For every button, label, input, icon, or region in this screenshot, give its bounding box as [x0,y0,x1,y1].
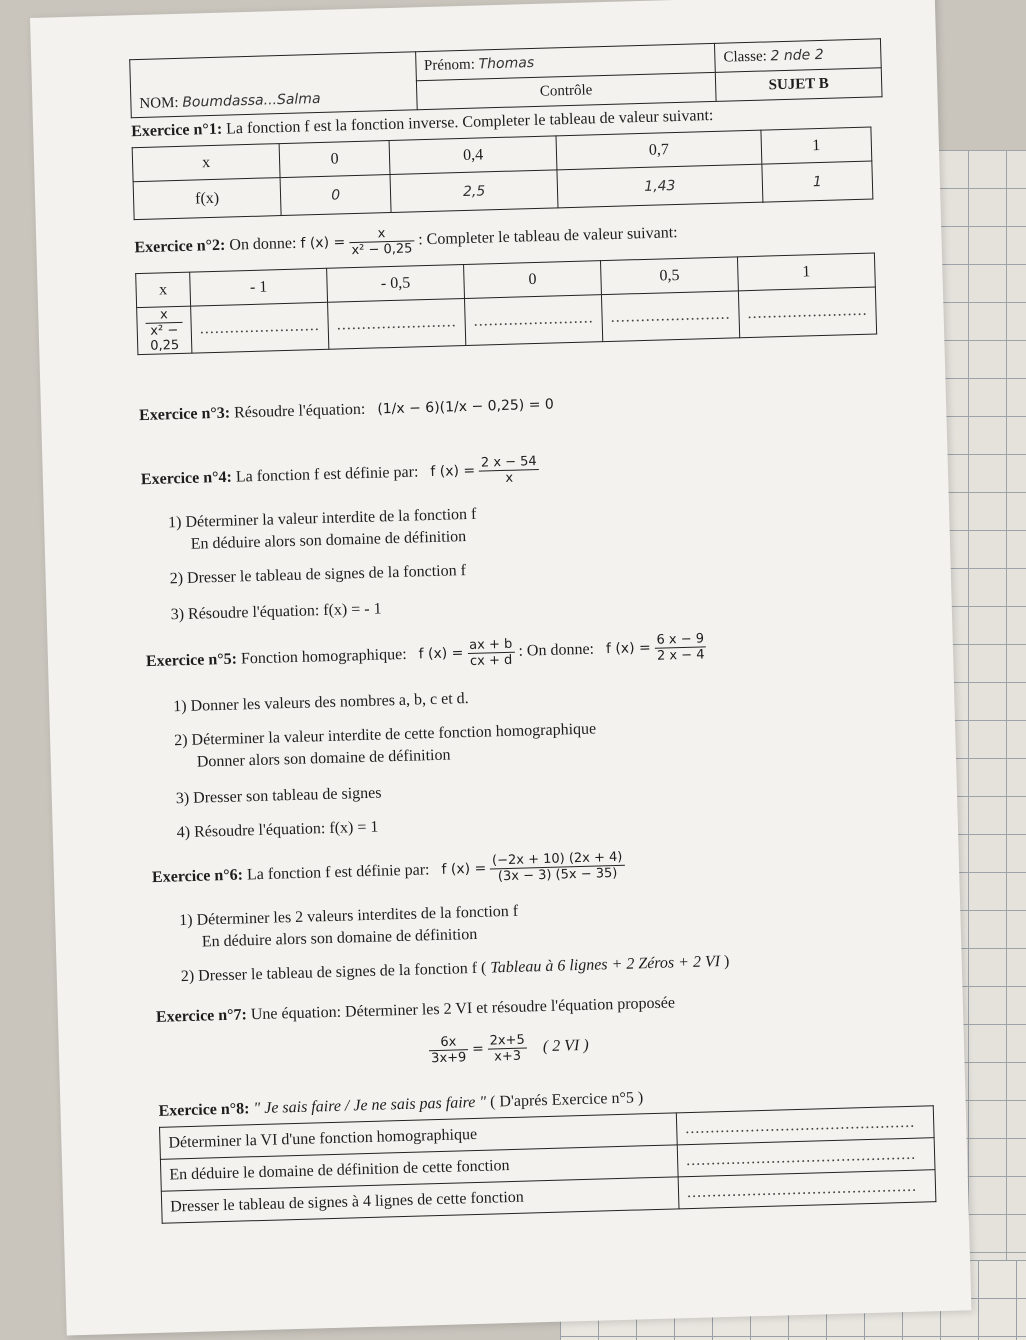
ex2-x-4: 1 [737,253,875,291]
ex8-row-2: Dresser le tableau de signes à 4 lignes de cette fonction [161,1177,679,1223]
ex6-q2b: Tableau à 6 lignes + 2 Zéros + 2 VI [490,953,721,977]
ex1-f-1: 2,5 [390,170,558,213]
ex8-table [159,1105,936,1224]
ex4-fraction [479,454,540,487]
ex1-x-0: 0 [279,141,390,178]
ex2-x-0: - 1 [190,268,328,306]
ex8-ref: ( D'aprés Exercice n°5 ) [489,1089,644,1111]
nom-value: Boumdassa...Salma [182,90,321,111]
ex7-fraction2 [487,1033,527,1065]
ex1-x-1: 0,4 [389,136,557,175]
ex7-fraction1 [429,1034,469,1066]
ex4-title: Exercice n°4: [140,468,233,489]
ex5-q2b: Donner alors son domaine de définition [196,746,451,771]
ex2-func: f (x) = [300,234,346,252]
ex1-f-3: 1 [762,161,873,202]
prenom-label: Prénom: [423,56,476,74]
ex3-heading [139,396,554,426]
ex2-row-num: x [145,307,182,324]
ex2-text-a: On donne: [229,234,297,254]
ex8-row-0: Déterminer la VI d'une fonction homographique [160,1113,678,1159]
ex6-q1b: En déduire alors son domaine de définition [201,925,478,951]
ex7-heading [156,994,676,1026]
ex5-title: Exercice n°5: [145,650,238,671]
ex2-f-1: ........................ [328,298,466,349]
ex6-text: La fonction f est définie par: [246,861,430,884]
ex6-q2c: ) [723,952,730,970]
ex2-title: Exercice n°2: [134,236,226,257]
ex6-title: Exercice n°6: [151,866,244,887]
nom-cell [130,52,417,118]
ex5-func2: f (x) = [605,640,651,658]
ex7-num1: 6x [429,1034,469,1051]
ex2-f-4: ........................ [738,287,876,338]
ex7-num2: 2x+5 [487,1033,527,1050]
controle-label: Contrôle [539,81,593,100]
prenom-value: Thomas [478,54,535,72]
ex5-fraction [467,637,515,669]
ex2-fraction [349,225,415,258]
ex8-title: Exercice n°8: [158,1100,250,1120]
ex6-den: (3x − 3) (5x − 35) [497,865,618,885]
ex7-equals: = [471,1040,485,1058]
ex3-title: Exercice n°3: [138,404,231,425]
classe-label: Classe: [723,47,768,66]
ex6-q1a: 1) Déterminer les 2 valeurs interdites de la fonction f [179,902,519,930]
ex8-quote: " Je sais faire / Je ne sais pas faire " [253,1093,487,1118]
ex1-f-0: 0 [280,175,391,216]
exam-sheet [30,0,971,1335]
ex2-f-label [137,306,192,354]
ex5-den: cx + d [469,652,513,669]
ex1-table [132,127,874,221]
ex5-q1: 1) Donner les valeurs des nombres a, b, c et d. [173,690,469,716]
ex8-row-1: En déduire le domaine de définition de cette fonction [160,1145,678,1191]
ex2-num: x [349,225,414,243]
ex2-row-den: x² − 0,25 [150,322,180,354]
ex7-note: ( 2 VI ) [542,1036,589,1056]
ex2-f-3: ........................ [601,291,739,342]
classe-value: 2 nde 2 [770,46,824,64]
ex2-x-3: 0,5 [600,257,738,295]
ex8-answer-2: .............................................. [678,1170,936,1209]
ex5-heading [146,631,707,678]
ex1-text: La fonction f est la fonction inverse. Completer le tableau de valeur suivant: [225,106,714,138]
ex6-num: (−2x + 10) (2x + 4) [490,850,625,870]
nom-label: NOM: [139,94,179,112]
ex1-title: Exercice n°1: [130,120,223,141]
ex2-text-b: : Completer le tableau de valeur suivant: [417,224,678,249]
ex7-den2: x+3 [493,1048,522,1065]
ex7-text: Une équation: Déterminer les 2 VI et résoudre l'équation proposée [250,994,676,1024]
ex3-equation: (1/x − 6)(1/x − 0,25) = 0 [377,396,555,418]
ex6-q2a: 2) Dresser le tableau de signes de la fonction f ( [180,959,487,986]
ex4-q2: 2) Dresser le tableau de signes de la fonction f [169,562,467,588]
ex6-q2 [181,953,730,986]
ex2-f-2: ........................ [465,295,603,346]
ex2-x-2: 0 [464,261,602,299]
ex2-den: x² − 0,25 [351,241,413,259]
ex7-den1: 3x+9 [431,1050,467,1067]
ex1-f-2: 1,43 [557,164,763,208]
ex4-func: f (x) = [430,462,476,481]
ex1-x-label: x [132,144,280,182]
ex4-den: x [505,470,514,486]
ex8-answer-1: .............................................. [677,1138,935,1177]
ex8-answer-0: .............................................. [676,1106,934,1145]
ex1-f-label: f(x) [133,178,281,220]
ex5-text-b: : On donne: [518,640,595,660]
ex3-text: Résoudre l'équation: [233,400,366,422]
ex5-q3: 3) Dresser son tableau de signes [175,784,382,808]
ex4-q3: 3) Résoudre l'équation: f(x) = - 1 [170,600,382,624]
sujet-label: SUJET B [768,75,829,93]
ex4-num: 2 x − 54 [479,454,539,472]
ex6-fraction [490,850,625,885]
ex6-func: f (x) = [441,860,487,879]
ex4-heading [141,454,540,496]
sujet-cell [715,68,882,102]
ex2-x-1: - 0,5 [327,264,465,302]
ex5-q4: 4) Résoudre l'équation: f(x) = 1 [176,818,379,842]
ex2-x-label: x [136,272,191,307]
ex2-heading [134,218,678,264]
ex5-num: ax + b [467,637,515,654]
ex7-equation [429,1031,590,1066]
ex5-den2: 2 x − 4 [656,647,705,664]
ex1-x-2: 0,7 [556,130,762,170]
ex5-text: Fonction homographique: [240,645,407,668]
header-table [129,38,882,118]
ex2-f-0: ........................ [191,302,329,353]
ex4-q1b: En déduire alors son domaine de définition [190,528,467,553]
ex6-heading [152,850,625,894]
classe-cell [715,39,882,73]
ex5-num2: 6 x − 9 [654,631,706,648]
ex7-title: Exercice n°7: [155,1006,248,1026]
ex2-table [135,253,877,356]
ex5-fraction2 [654,631,706,663]
ex4-q1a: 1) Déterminer la valeur interdite de la fonction f [167,505,477,532]
ex4-text: La fonction f est définie par: [235,463,419,486]
ex5-func: f (x) = [418,645,464,663]
ex5-q2a: 2) Déterminer la valeur interdite de cette fonction homographique [173,720,597,750]
ex1-x-3: 1 [761,127,872,164]
